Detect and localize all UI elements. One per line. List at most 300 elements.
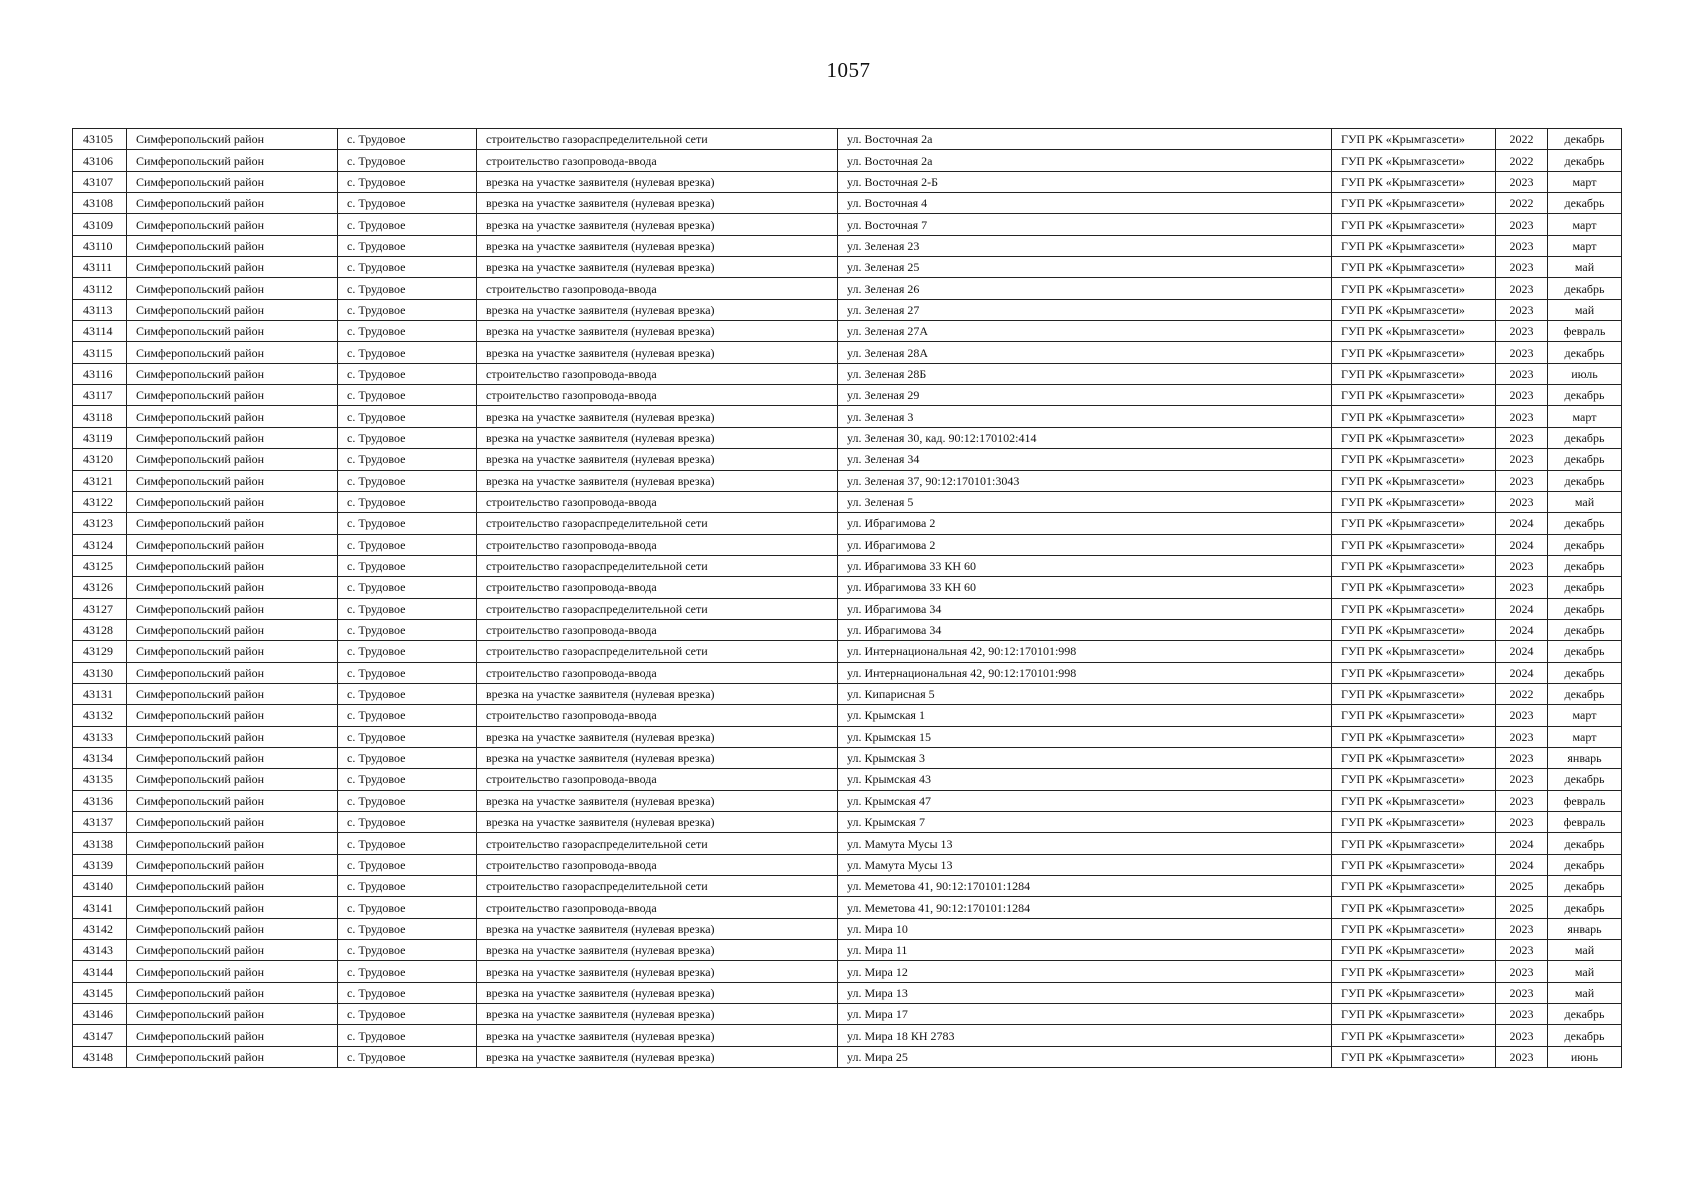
year-cell: 2023 [1496,321,1548,342]
organization-cell: ГУП РК «Крымгазсети» [1332,491,1496,512]
record-number-cell: 43128 [73,619,127,640]
record-number-cell: 43146 [73,1004,127,1025]
work-type-cell: врезка на участке заявителя (нулевая врезка) [477,918,838,939]
record-number-cell: 43133 [73,726,127,747]
organization-cell: ГУП РК «Крымгазсети» [1332,940,1496,961]
month-cell: декабрь [1548,769,1622,790]
address-cell: ул. Ибрагимова 34 [838,598,1332,619]
record-number-cell: 43134 [73,747,127,768]
work-type-cell: врезка на участке заявителя (нулевая врезка) [477,299,838,320]
year-cell: 2023 [1496,278,1548,299]
year-cell: 2022 [1496,193,1548,214]
work-type-cell: врезка на участке заявителя (нулевая врезка) [477,790,838,811]
organization-cell: ГУП РК «Крымгазсети» [1332,897,1496,918]
work-type-cell: строительство газораспределительной сети [477,641,838,662]
organization-cell: ГУП РК «Крымгазсети» [1332,171,1496,192]
table-row [73,513,1622,534]
registry-table [72,128,1622,1068]
work-type-cell: врезка на участке заявителя (нулевая врезка) [477,427,838,448]
year-cell: 2023 [1496,1046,1548,1067]
district-cell: Симферопольский район [127,769,338,790]
organization-cell: ГУП РК «Крымгазсети» [1332,470,1496,491]
table-row [73,214,1622,235]
organization-cell: ГУП РК «Крымгазсети» [1332,534,1496,555]
table-row [73,619,1622,640]
month-cell: март [1548,705,1622,726]
address-cell: ул. Зеленая 5 [838,491,1332,512]
address-cell: ул. Крымская 15 [838,726,1332,747]
table-row [73,683,1622,704]
month-cell: декабрь [1548,470,1622,491]
settlement-cell: с. Трудовое [338,918,477,939]
record-number-cell: 43143 [73,940,127,961]
address-cell: ул. Зеленая 28Б [838,363,1332,384]
year-cell: 2023 [1496,769,1548,790]
year-cell: 2023 [1496,385,1548,406]
district-cell: Симферопольский район [127,683,338,704]
settlement-cell: с. Трудовое [338,1004,477,1025]
organization-cell: ГУП РК «Крымгазсети» [1332,577,1496,598]
district-cell: Симферопольский район [127,1046,338,1067]
table-row [73,897,1622,918]
table-row [73,129,1622,150]
district-cell: Симферопольский район [127,1025,338,1046]
work-type-cell: врезка на участке заявителя (нулевая врезка) [477,257,838,278]
table-row [73,918,1622,939]
district-cell: Симферопольский район [127,214,338,235]
table-row [73,449,1622,470]
address-cell: ул. Ибрагимова 33 КН 60 [838,577,1332,598]
record-number-cell: 43109 [73,214,127,235]
organization-cell: ГУП РК «Крымгазсети» [1332,235,1496,256]
address-cell: ул. Ибрагимова 34 [838,619,1332,640]
work-type-cell: строительство газораспределительной сети [477,555,838,576]
settlement-cell: с. Трудовое [338,641,477,662]
address-cell: ул. Меметова 41, 90:12:170101:1284 [838,897,1332,918]
year-cell: 2023 [1496,577,1548,598]
organization-cell: ГУП РК «Крымгазсети» [1332,299,1496,320]
organization-cell: ГУП РК «Крымгазсети» [1332,598,1496,619]
work-type-cell: врезка на участке заявителя (нулевая врезка) [477,1046,838,1067]
record-number-cell: 43124 [73,534,127,555]
record-number-cell: 43129 [73,641,127,662]
organization-cell: ГУП РК «Крымгазсети» [1332,513,1496,534]
address-cell: ул. Мира 18 КН 2783 [838,1025,1332,1046]
district-cell: Симферопольский район [127,193,338,214]
organization-cell: ГУП РК «Крымгазсети» [1332,385,1496,406]
address-cell: ул. Восточная 2-Б [838,171,1332,192]
address-cell: ул. Зеленая 27 [838,299,1332,320]
organization-cell: ГУП РК «Крымгазсети» [1332,214,1496,235]
address-cell: ул. Восточная 7 [838,214,1332,235]
address-cell: ул. Восточная 2а [838,150,1332,171]
district-cell: Симферопольский район [127,150,338,171]
work-type-cell: врезка на участке заявителя (нулевая врезка) [477,449,838,470]
record-number-cell: 43130 [73,662,127,683]
year-cell: 2023 [1496,1004,1548,1025]
table-row [73,363,1622,384]
settlement-cell: с. Трудовое [338,1046,477,1067]
organization-cell: ГУП РК «Крымгазсети» [1332,1046,1496,1067]
settlement-cell: с. Трудовое [338,406,477,427]
table-row [73,812,1622,833]
address-cell: ул. Ибрагимова 33 КН 60 [838,555,1332,576]
year-cell: 2023 [1496,406,1548,427]
organization-cell: ГУП РК «Крымгазсети» [1332,619,1496,640]
record-number-cell: 43145 [73,982,127,1003]
year-cell: 2024 [1496,854,1548,875]
month-cell: март [1548,214,1622,235]
settlement-cell: с. Трудовое [338,470,477,491]
settlement-cell: с. Трудовое [338,129,477,150]
record-number-cell: 43108 [73,193,127,214]
district-cell: Симферопольский район [127,982,338,1003]
settlement-cell: с. Трудовое [338,1025,477,1046]
settlement-cell: с. Трудовое [338,982,477,1003]
address-cell: ул. Мира 11 [838,940,1332,961]
organization-cell: ГУП РК «Крымгазсети» [1332,427,1496,448]
address-cell: ул. Мамута Мусы 13 [838,854,1332,875]
table-row [73,705,1622,726]
year-cell: 2022 [1496,129,1548,150]
month-cell: февраль [1548,790,1622,811]
district-cell: Симферопольский район [127,577,338,598]
record-number-cell: 43131 [73,683,127,704]
page-number: 1057 [826,58,871,82]
organization-cell: ГУП РК «Крымгазсети» [1332,342,1496,363]
organization-cell: ГУП РК «Крымгазсети» [1332,876,1496,897]
table-row [73,577,1622,598]
settlement-cell: с. Трудовое [338,534,477,555]
address-cell: ул. Зеленая 29 [838,385,1332,406]
record-number-cell: 43125 [73,555,127,576]
work-type-cell: врезка на участке заявителя (нулевая врезка) [477,321,838,342]
month-cell: декабрь [1548,854,1622,875]
address-cell: ул. Крымская 7 [838,812,1332,833]
month-cell: март [1548,235,1622,256]
address-cell: ул. Мира 13 [838,982,1332,1003]
district-cell: Симферопольский район [127,812,338,833]
table-row [73,321,1622,342]
record-number-cell: 43116 [73,363,127,384]
settlement-cell: с. Трудовое [338,854,477,875]
settlement-cell: с. Трудовое [338,342,477,363]
settlement-cell: с. Трудовое [338,257,477,278]
record-number-cell: 43111 [73,257,127,278]
settlement-cell: с. Трудовое [338,897,477,918]
table-row [73,150,1622,171]
work-type-cell: строительство газораспределительной сети [477,598,838,619]
table-row [73,982,1622,1003]
year-cell: 2022 [1496,683,1548,704]
year-cell: 2023 [1496,491,1548,512]
year-cell: 2023 [1496,555,1548,576]
settlement-cell: с. Трудовое [338,449,477,470]
settlement-cell: с. Трудовое [338,363,477,384]
record-number-cell: 43144 [73,961,127,982]
year-cell: 2023 [1496,982,1548,1003]
work-type-cell: врезка на участке заявителя (нулевая врезка) [477,747,838,768]
address-cell: ул. Интернациональная 42, 90:12:170101:998 [838,662,1332,683]
address-cell: ул. Ибрагимова 2 [838,513,1332,534]
address-cell: ул. Интернациональная 42, 90:12:170101:998 [838,641,1332,662]
organization-cell: ГУП РК «Крымгазсети» [1332,961,1496,982]
month-cell: декабрь [1548,534,1622,555]
work-type-cell: врезка на участке заявителя (нулевая врезка) [477,982,838,1003]
address-cell: ул. Крымская 47 [838,790,1332,811]
district-cell: Симферопольский район [127,790,338,811]
settlement-cell: с. Трудовое [338,961,477,982]
district-cell: Симферопольский район [127,491,338,512]
district-cell: Симферопольский район [127,598,338,619]
table-row [73,598,1622,619]
work-type-cell: строительство газопровода-ввода [477,577,838,598]
table-row [73,940,1622,961]
district-cell: Симферопольский район [127,342,338,363]
table-row [73,406,1622,427]
address-cell: ул. Зеленая 37, 90:12:170101:3043 [838,470,1332,491]
organization-cell: ГУП РК «Крымгазсети» [1332,257,1496,278]
year-cell: 2023 [1496,747,1548,768]
year-cell: 2023 [1496,790,1548,811]
settlement-cell: с. Трудовое [338,940,477,961]
year-cell: 2025 [1496,897,1548,918]
district-cell: Симферопольский район [127,171,338,192]
year-cell: 2023 [1496,470,1548,491]
record-number-cell: 43110 [73,235,127,256]
record-number-cell: 43139 [73,854,127,875]
record-number-cell: 43106 [73,150,127,171]
address-cell: ул. Мира 12 [838,961,1332,982]
table-row [73,833,1622,854]
district-cell: Симферопольский район [127,918,338,939]
work-type-cell: строительство газопровода-ввода [477,662,838,683]
address-cell: ул. Восточная 4 [838,193,1332,214]
district-cell: Симферопольский район [127,427,338,448]
work-type-cell: врезка на участке заявителя (нулевая врезка) [477,470,838,491]
organization-cell: ГУП РК «Крымгазсети» [1332,705,1496,726]
year-cell: 2022 [1496,150,1548,171]
record-number-cell: 43141 [73,897,127,918]
district-cell: Симферопольский район [127,257,338,278]
record-number-cell: 43137 [73,812,127,833]
month-cell: январь [1548,918,1622,939]
address-cell: ул. Мамута Мусы 13 [838,833,1332,854]
address-cell: ул. Зеленая 3 [838,406,1332,427]
table-row [73,427,1622,448]
table-row [73,1004,1622,1025]
district-cell: Симферопольский район [127,555,338,576]
address-cell: ул. Зеленая 25 [838,257,1332,278]
district-cell: Симферопольский район [127,726,338,747]
district-cell: Симферопольский район [127,278,338,299]
work-type-cell: врезка на участке заявителя (нулевая врезка) [477,214,838,235]
month-cell: февраль [1548,812,1622,833]
month-cell: декабрь [1548,150,1622,171]
year-cell: 2024 [1496,534,1548,555]
year-cell: 2023 [1496,342,1548,363]
record-number-cell: 43123 [73,513,127,534]
work-type-cell: врезка на участке заявителя (нулевая врезка) [477,812,838,833]
settlement-cell: с. Трудовое [338,876,477,897]
address-cell: ул. Мира 17 [838,1004,1332,1025]
organization-cell: ГУП РК «Крымгазсети» [1332,1004,1496,1025]
year-cell: 2024 [1496,619,1548,640]
record-number-cell: 43122 [73,491,127,512]
work-type-cell: строительство газопровода-ввода [477,385,838,406]
month-cell: декабрь [1548,555,1622,576]
month-cell: декабрь [1548,662,1622,683]
work-type-cell: врезка на участке заявителя (нулевая врезка) [477,726,838,747]
settlement-cell: с. Трудовое [338,491,477,512]
record-number-cell: 43117 [73,385,127,406]
record-number-cell: 43107 [73,171,127,192]
year-cell: 2023 [1496,235,1548,256]
district-cell: Симферопольский район [127,385,338,406]
month-cell: декабрь [1548,278,1622,299]
address-cell: ул. Восточная 2а [838,129,1332,150]
year-cell: 2024 [1496,662,1548,683]
table-row [73,747,1622,768]
work-type-cell: врезка на участке заявителя (нулевая врезка) [477,171,838,192]
month-cell: май [1548,961,1622,982]
work-type-cell: врезка на участке заявителя (нулевая врезка) [477,406,838,427]
month-cell: декабрь [1548,683,1622,704]
table-row [73,278,1622,299]
address-cell: ул. Ибрагимова 2 [838,534,1332,555]
organization-cell: ГУП РК «Крымгазсети» [1332,833,1496,854]
settlement-cell: с. Трудовое [338,385,477,406]
month-cell: декабрь [1548,619,1622,640]
district-cell: Симферопольский район [127,129,338,150]
year-cell: 2023 [1496,918,1548,939]
district-cell: Симферопольский район [127,619,338,640]
district-cell: Симферопольский район [127,470,338,491]
year-cell: 2023 [1496,940,1548,961]
settlement-cell: с. Трудовое [338,321,477,342]
month-cell: декабрь [1548,1004,1622,1025]
table-row [73,342,1622,363]
table-row [73,769,1622,790]
settlement-cell: с. Трудовое [338,513,477,534]
month-cell: декабрь [1548,342,1622,363]
address-cell: ул. Зеленая 30, кад. 90:12:170102:414 [838,427,1332,448]
record-number-cell: 43114 [73,321,127,342]
record-number-cell: 43127 [73,598,127,619]
registry-table-body [73,129,1622,1068]
organization-cell: ГУП РК «Крымгазсети» [1332,854,1496,875]
year-cell: 2023 [1496,726,1548,747]
address-cell: ул. Мира 25 [838,1046,1332,1067]
month-cell: июнь [1548,1046,1622,1067]
address-cell: ул. Меметова 41, 90:12:170101:1284 [838,876,1332,897]
organization-cell: ГУП РК «Крымгазсети» [1332,1025,1496,1046]
organization-cell: ГУП РК «Крымгазсети» [1332,769,1496,790]
organization-cell: ГУП РК «Крымгазсети» [1332,406,1496,427]
year-cell: 2023 [1496,363,1548,384]
settlement-cell: с. Трудовое [338,235,477,256]
district-cell: Симферопольский район [127,449,338,470]
table-row [73,854,1622,875]
settlement-cell: с. Трудовое [338,299,477,320]
month-cell: декабрь [1548,598,1622,619]
settlement-cell: с. Трудовое [338,747,477,768]
settlement-cell: с. Трудовое [338,577,477,598]
month-cell: декабрь [1548,129,1622,150]
work-type-cell: врезка на участке заявителя (нулевая врезка) [477,342,838,363]
month-cell: январь [1548,747,1622,768]
month-cell: декабрь [1548,193,1622,214]
table-row [73,641,1622,662]
address-cell: ул. Зеленая 27А [838,321,1332,342]
year-cell: 2023 [1496,171,1548,192]
settlement-cell: с. Трудовое [338,683,477,704]
work-type-cell: строительство газопровода-ввода [477,278,838,299]
district-cell: Симферопольский район [127,641,338,662]
work-type-cell: врезка на участке заявителя (нулевая врезка) [477,235,838,256]
table-row [73,299,1622,320]
settlement-cell: с. Трудовое [338,214,477,235]
table-row [73,555,1622,576]
settlement-cell: с. Трудовое [338,427,477,448]
record-number-cell: 43105 [73,129,127,150]
organization-cell: ГУП РК «Крымгазсети» [1332,683,1496,704]
record-number-cell: 43126 [73,577,127,598]
organization-cell: ГУП РК «Крымгазсети» [1332,278,1496,299]
work-type-cell: врезка на участке заявителя (нулевая врезка) [477,940,838,961]
settlement-cell: с. Трудовое [338,555,477,576]
table-row [73,491,1622,512]
district-cell: Симферопольский район [127,833,338,854]
address-cell: ул. Зеленая 34 [838,449,1332,470]
record-number-cell: 43132 [73,705,127,726]
table-row [73,193,1622,214]
month-cell: май [1548,299,1622,320]
record-number-cell: 43148 [73,1046,127,1067]
year-cell: 2023 [1496,961,1548,982]
organization-cell: ГУП РК «Крымгазсети» [1332,982,1496,1003]
settlement-cell: с. Трудовое [338,726,477,747]
work-type-cell: врезка на участке заявителя (нулевая врезка) [477,1004,838,1025]
organization-cell: ГУП РК «Крымгазсети» [1332,321,1496,342]
work-type-cell: строительство газораспределительной сети [477,833,838,854]
month-cell: май [1548,257,1622,278]
record-number-cell: 43118 [73,406,127,427]
settlement-cell: с. Трудовое [338,619,477,640]
month-cell: май [1548,982,1622,1003]
year-cell: 2023 [1496,449,1548,470]
organization-cell: ГУП РК «Крымгазсети» [1332,790,1496,811]
district-cell: Симферопольский район [127,406,338,427]
district-cell: Симферопольский район [127,705,338,726]
work-type-cell: строительство газопровода-ввода [477,150,838,171]
work-type-cell: врезка на участке заявителя (нулевая врезка) [477,1025,838,1046]
table-row [73,726,1622,747]
work-type-cell: строительство газопровода-ввода [477,619,838,640]
settlement-cell: с. Трудовое [338,833,477,854]
address-cell: ул. Зеленая 26 [838,278,1332,299]
year-cell: 2024 [1496,598,1548,619]
work-type-cell: строительство газораспределительной сети [477,513,838,534]
district-cell: Симферопольский район [127,897,338,918]
year-cell: 2023 [1496,427,1548,448]
record-number-cell: 43142 [73,918,127,939]
month-cell: декабрь [1548,385,1622,406]
month-cell: декабрь [1548,833,1622,854]
record-number-cell: 43121 [73,470,127,491]
settlement-cell: с. Трудовое [338,278,477,299]
record-number-cell: 43115 [73,342,127,363]
